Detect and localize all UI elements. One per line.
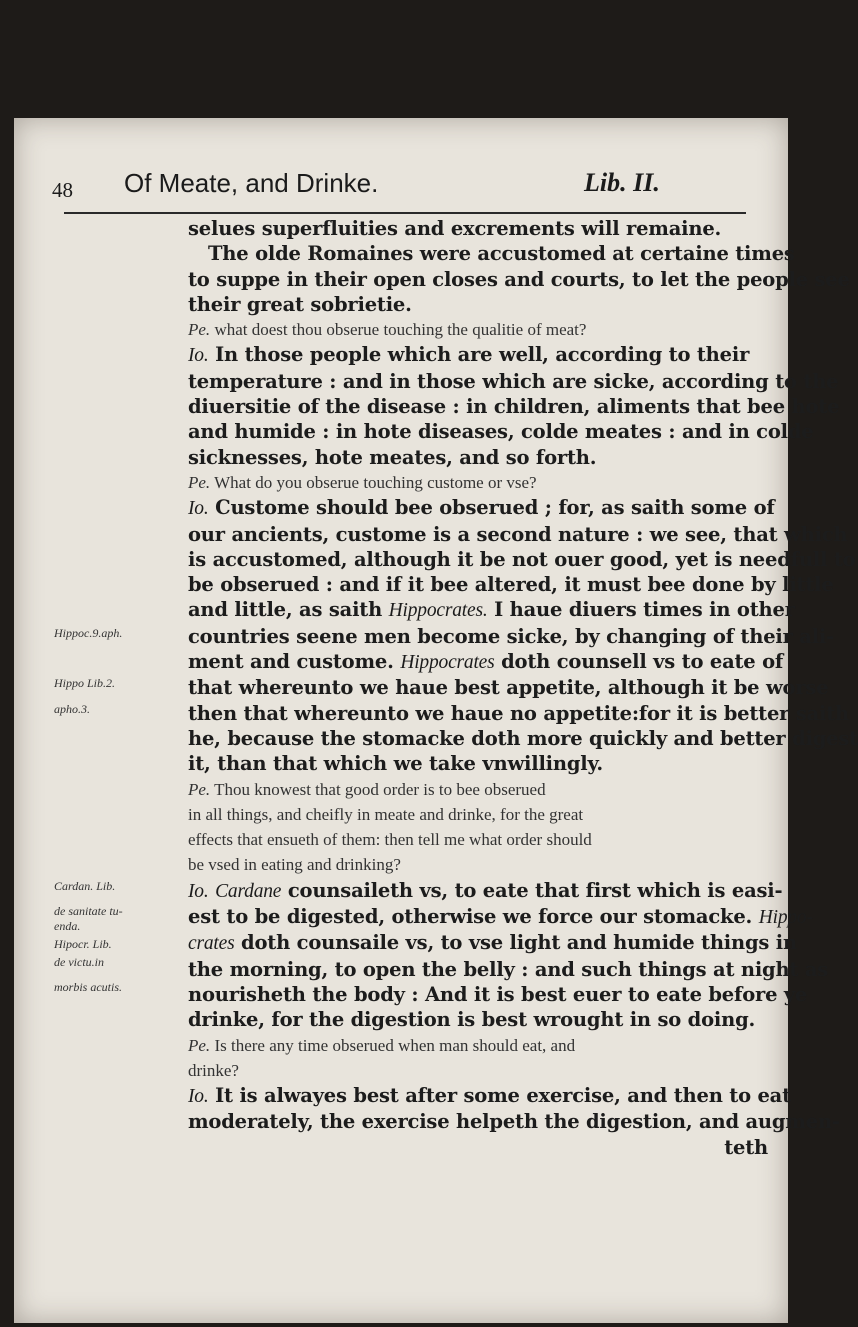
- text-line: [188, 522, 848, 547]
- line-text: diuersitie of the disease : in children, aliments that bee hote: [188, 395, 840, 419]
- text-line: [188, 369, 839, 394]
- speaker-label: Pe.: [188, 779, 211, 799]
- margin-note: Hippo Lib.2.: [54, 676, 116, 691]
- line-text: sicknesses, hote meates, and so forth.: [188, 445, 597, 469]
- text-line: [188, 827, 768, 852]
- line-text: temperature : and in those which are sicke, according to the: [188, 369, 839, 393]
- header-rule: [64, 212, 746, 214]
- italic-name: crates: [188, 933, 235, 955]
- text-line: [188, 624, 835, 649]
- italic-name: Hippocrates.: [388, 600, 488, 622]
- speaker-label: Io.: [188, 880, 209, 902]
- text-line: [188, 394, 840, 419]
- text-line: [188, 1109, 840, 1134]
- margin-note: de sanitate tu-: [54, 904, 123, 919]
- margin-note: enda.: [54, 919, 81, 934]
- line-text: est to be digested, otherwise we force our stomacke.: [188, 905, 759, 929]
- line-text: be obserued : and if it bee altered, it must bee done by little: [188, 573, 834, 597]
- text-line: [188, 1083, 791, 1109]
- line-text: it, than that which we take vnwillingly.: [188, 752, 603, 776]
- text-line: [188, 342, 768, 368]
- margin-note: Hippoc.9.aph.: [54, 625, 123, 640]
- text-line: [188, 957, 829, 982]
- text-line: [188, 317, 768, 342]
- italic-name: Hippocrates: [400, 652, 495, 674]
- line-text: what doest thou obserue touching the qualitie of meat?: [214, 320, 587, 340]
- line-text: ment and custome.: [188, 650, 401, 674]
- line-text: their great sobrietie.: [188, 292, 412, 316]
- margin-note: de victu.in: [54, 954, 104, 969]
- text-line: [188, 445, 768, 470]
- line-text: countries seene men become sicke, by changing of their ali-: [188, 624, 835, 648]
- line-text: to suppe in their open closes and courts, to let the people see: [188, 267, 850, 291]
- text-line: [188, 292, 768, 317]
- text-line: [188, 878, 783, 904]
- line-text: drinke?: [188, 1060, 239, 1080]
- line-text: In those people which are well, according to their: [215, 343, 750, 367]
- book-label: Lib. II.: [584, 168, 660, 197]
- line-text: Thou knowest that good order is to bee obserued: [214, 779, 546, 799]
- line-text: teth: [724, 1135, 768, 1159]
- speaker-label: Io.: [188, 1086, 209, 1108]
- text-line: [188, 1033, 768, 1058]
- running-title: Of Meate, and Drinke.: [124, 168, 379, 198]
- italic-name: Hippo-: [758, 907, 813, 929]
- line-text: he, because the stomacke doth more quickly and better digest: [188, 726, 858, 750]
- speaker-label: Pe.: [188, 320, 211, 340]
- line-text: The olde Romaines were accustomed at certaine times: [208, 242, 795, 266]
- text-line: [188, 751, 768, 776]
- text-line: [188, 904, 813, 930]
- line-text: our ancients, custome is a second nature : we see, that which: [188, 522, 848, 546]
- line-text: effects that ensueth of them: then tell me what order should: [188, 830, 592, 850]
- text-line: [188, 675, 829, 700]
- speaker-label: Pe.: [188, 1035, 211, 1055]
- line-text: in all things, and cheifly in meate and drinke, for the great: [188, 804, 584, 824]
- line-text: then that whereunto we haue no appetite:for it is better saith: [188, 701, 850, 725]
- speaker-label: Io.: [188, 498, 209, 520]
- line-text: and humide : in hote diseases, colde meates : and in colde: [188, 420, 814, 444]
- line-text: Custome should bee obserued ; for, as saith some of: [215, 496, 775, 520]
- text-line: [188, 701, 850, 726]
- running-head: [38, 166, 764, 206]
- text-line: [188, 1007, 768, 1032]
- line-text: nourisheth the body : And it is best euer to eate before ye: [188, 982, 808, 1006]
- line-text: drinke, for the digestion is best wrought in so doing.: [188, 1008, 756, 1032]
- margin-note: apho.3.: [54, 701, 90, 716]
- text-line: [188, 495, 775, 521]
- line-text: the morning, to open the belly : and such things at night as: [188, 957, 829, 981]
- line-text: doth counsell vs to eate of: [494, 650, 784, 674]
- line-text: Is there any time obserued when man should eat, and: [214, 1035, 576, 1055]
- text-line: [188, 241, 795, 266]
- margin-note: Hipocr. Lib.: [54, 936, 112, 951]
- line-text: moderately, the exercise helpeth the digestion, and augmen-: [188, 1110, 840, 1134]
- line-text: What do you obserue touching custome or vse?: [214, 472, 537, 492]
- text-line: [188, 777, 768, 802]
- text-line: [188, 649, 784, 675]
- line-text: and little, as saith: [188, 598, 389, 622]
- text-line: [188, 470, 768, 495]
- line-text: that whereunto we haue best appetite, although it be worse: [188, 676, 829, 700]
- catchword: [188, 1135, 768, 1160]
- margin-note: morbis acutis.: [54, 980, 123, 994]
- text-line: [188, 930, 797, 956]
- book-page: [14, 118, 858, 1323]
- text-line: [188, 852, 768, 877]
- text-line: [188, 216, 768, 241]
- text-line: [188, 419, 814, 444]
- text-line: [188, 597, 795, 623]
- line-text: It is alwayes best after some exercise, and then to eat: [215, 1084, 791, 1108]
- line-text: counsaileth vs, to eate that first which is easi-: [281, 878, 783, 902]
- speaker-label: Pe.: [188, 472, 211, 492]
- page-number: 48: [52, 178, 73, 202]
- text-line: [188, 802, 768, 827]
- text-line: [188, 1058, 768, 1083]
- speaker-label: Io.: [188, 345, 209, 367]
- text-line: [188, 267, 850, 292]
- body-text: [188, 216, 858, 1160]
- line-text: doth counsaile vs, to vse light and humide things in: [234, 931, 797, 955]
- line-text: be vsed in eating and drinking?: [188, 855, 401, 875]
- italic-name: Cardane: [215, 880, 282, 902]
- text-line: [188, 572, 834, 597]
- text-line: [188, 982, 808, 1007]
- line-text: selues superfluities and excrements will remaine.: [188, 217, 722, 240]
- line-text: I haue diuers times in other: [487, 598, 795, 622]
- line-text: is accustomed, although it be not ouer good, yet is needfull to: [188, 547, 856, 571]
- text-line: [188, 726, 858, 751]
- text-line: [188, 547, 856, 572]
- margin-note: Cardan. Lib.: [54, 878, 116, 893]
